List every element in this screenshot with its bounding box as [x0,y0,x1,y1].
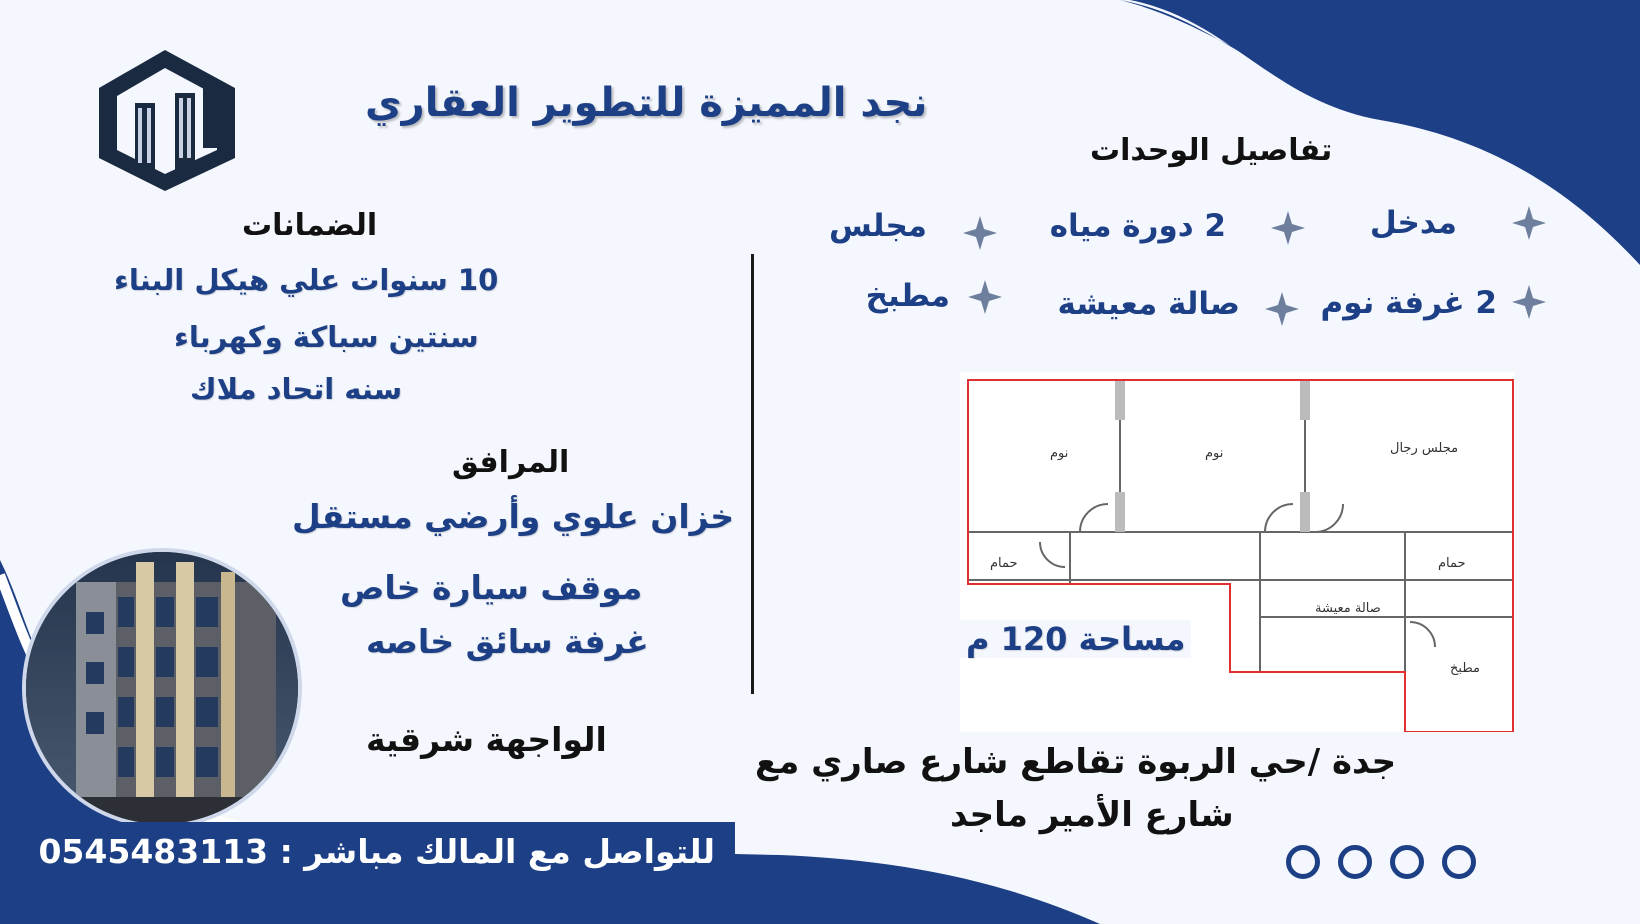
facility-item: خزان علوي وأرضي مستقل [292,497,734,536]
contact-bar [38,822,735,884]
unit-item-entrance: مدخل [1369,205,1457,241]
star-icon [1512,285,1546,319]
contact-phone-text[interactable]: للتواصل مع المالك مباشر : 0545483113 [38,832,715,871]
location-line-2: شارع الأمير ماجد [950,795,1234,835]
company-name: نجد المميزة للتطوير العقاري [365,80,928,126]
unit-item-bathrooms: 2 دورة مياه [1049,208,1226,244]
unit-item-majlis: مجلس [828,208,927,244]
location-line-1: جدة /حي الربوة تقاطع شارع صاري مع [755,742,1397,782]
facilities-title: المرافق [452,445,570,480]
facility-item: غرفة سائق خاصه [366,622,649,661]
guarantee-item: 10 سنوات علي هيكل البناء [114,263,499,297]
building-photo [22,548,302,828]
guarantees-title: الضمانات [242,208,378,243]
star-icon [963,216,997,250]
facade-text: الواجهة شرقية [366,720,607,759]
star-icon [1271,211,1305,245]
unit-item-living-room: صالة معيشة [1057,286,1240,322]
units-title: تفاصيل الوحدات [1090,133,1333,168]
carousel-dot-icon[interactable] [1286,845,1320,879]
plan-room-bathroom-1: حمام [990,556,1018,571]
plan-room-kitchen: مطبخ [1450,661,1480,676]
plan-room-majlis: مجلس رجال [1390,441,1459,456]
plan-area-label: مساحة 120 م [960,620,1191,658]
carousel-dot-icon[interactable] [1442,845,1476,879]
star-icon [968,280,1002,314]
facility-item: موقف سيارة خاص [340,568,643,607]
guarantee-item: سنتين سباكة وكهرباء [174,320,479,354]
unit-item-bedrooms: 2 غرفة نوم [1320,285,1497,321]
carousel-dot-icon[interactable] [1390,845,1424,879]
guarantee-item: سنه اتحاد ملاك [190,372,403,406]
plan-room-living: صالة معيشة [1315,601,1381,616]
floor-plan [960,372,1515,732]
plan-room-bedroom-2: نوم [1205,446,1224,461]
star-icon [1512,206,1546,240]
star-icon [1265,292,1299,326]
carousel-dot-icon[interactable] [1338,845,1372,879]
plan-room-bedroom-1: نوم [1050,446,1069,461]
unit-item-kitchen: مطبخ [865,278,950,314]
plan-room-bathroom-2: حمام [1438,556,1466,571]
vertical-divider [751,254,754,694]
building-logo-icon [95,48,245,193]
